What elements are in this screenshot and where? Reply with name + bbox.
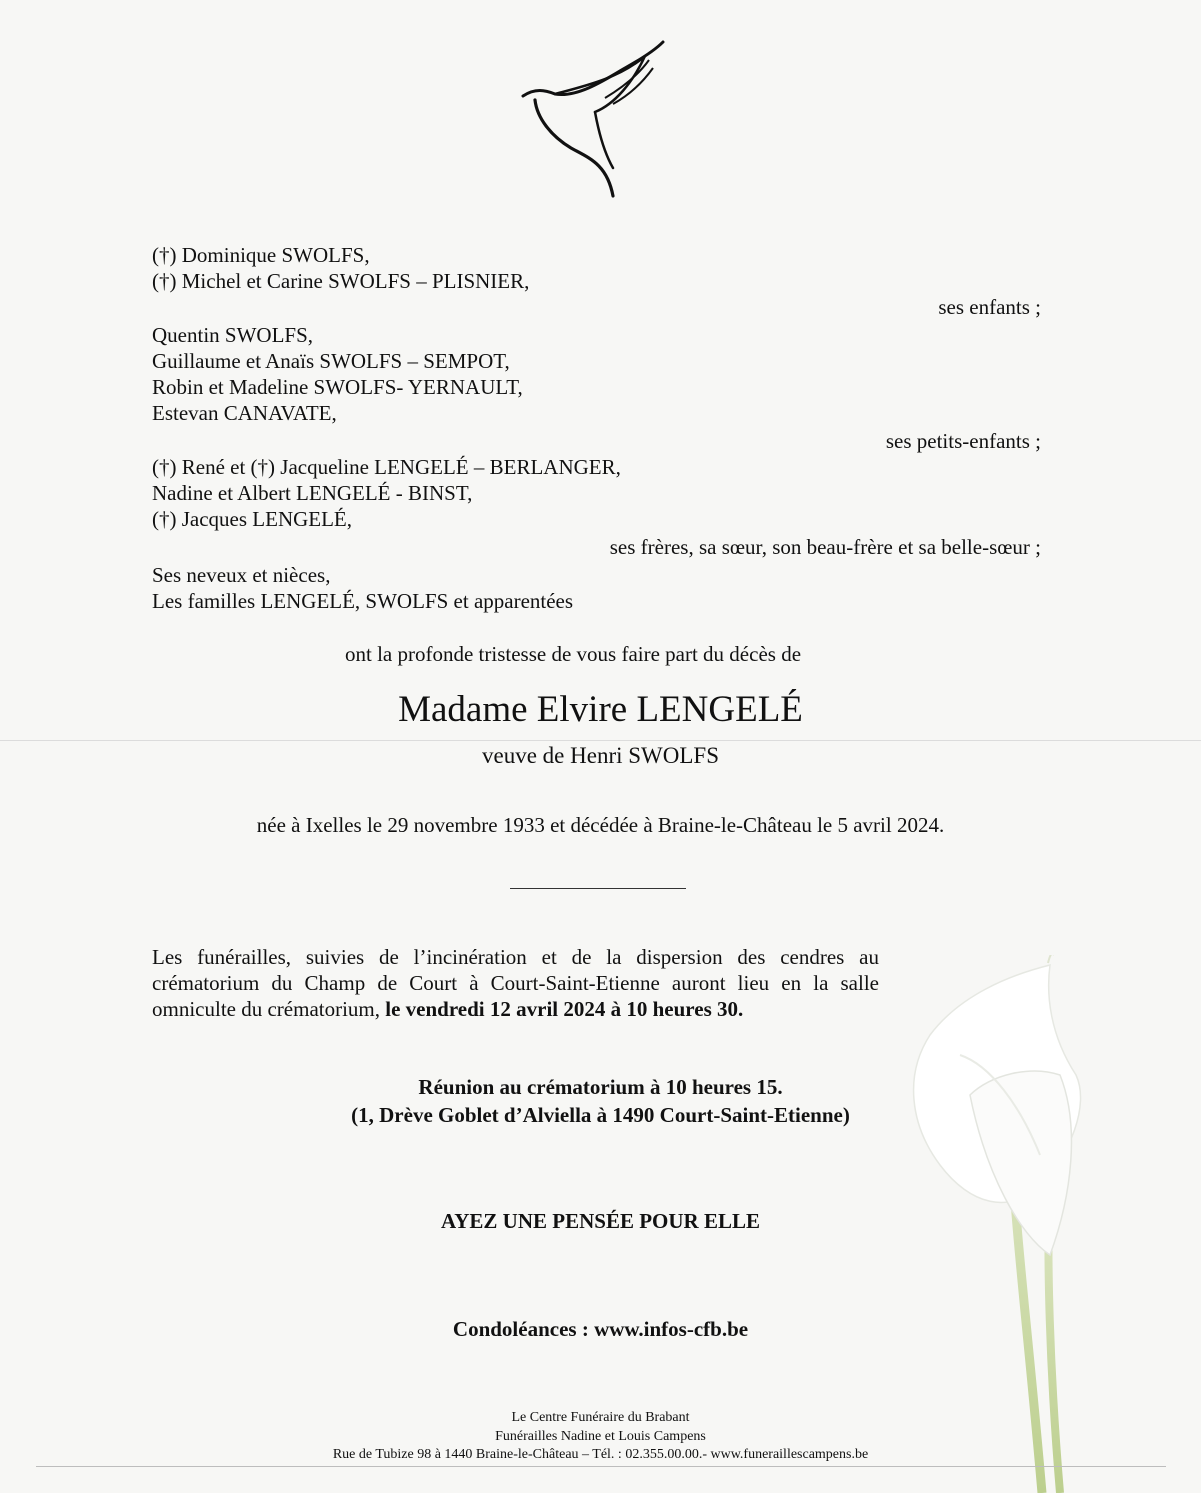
meeting-line: Réunion au crématorium à 10 heures 15. <box>418 1075 783 1099</box>
announcement-text: ont la profonde tristesse de vous faire part du décès de <box>345 642 802 666</box>
family-line: Guillaume et Anaïs SWOLFS – SEMPOT, <box>152 349 510 373</box>
family-line: Nadine et Albert LENGELÉ - BINST, <box>152 481 473 505</box>
footer-subtitle: Funérailles Nadine et Louis Campens <box>495 1429 706 1444</box>
meeting-address: (1, Drève Goblet d’Alviella à 1490 Court-Saint-Etienne) <box>351 1103 850 1127</box>
footer-company: Le Centre Funéraire du Brabant <box>511 1410 690 1425</box>
widow-line: veuve de Henri SWOLFS <box>482 743 719 768</box>
funeral-when: le vendredi 12 avril 2024 à 10 heures 30. <box>385 997 744 1021</box>
family-line: (†) Dominique SWOLFS, <box>152 243 370 267</box>
relation-label: ses enfants ; <box>938 295 1041 319</box>
family-line: Robin et Madeline SWOLFS- YERNAULT, <box>152 375 523 399</box>
separator <box>510 888 686 889</box>
family-line: (†) Michel et Carine SWOLFS – PLISNIER, <box>152 269 530 293</box>
relation-label: ses frères, sa sœur, son beau-frère et sa belle-sœur ; <box>609 535 1041 559</box>
bottom-rule <box>36 1466 1166 1467</box>
condolences-line: Condoléances : www.infos-cfb.be <box>452 1317 749 1341</box>
closing-line: AYEZ UNE PENSÉE POUR ELLE <box>441 1209 760 1233</box>
fold-line <box>0 740 1201 741</box>
funeral-paragraph <box>152 944 879 1022</box>
life-dates: née à Ixelles le 29 novembre 1933 et décédée à Braine-le-Château le 5 avril 2024. <box>256 813 945 837</box>
dove-icon <box>515 38 675 203</box>
footer-address: Rue de Tubize 98 à 1440 Braine-le-Château – Tél. : 02.355.00.00.- www.funeraillescampens.be <box>332 1447 869 1462</box>
family-line: Les familles LENGELÉ, SWOLFS et apparentées <box>152 589 574 613</box>
family-line: Estevan CANAVATE, <box>152 401 337 425</box>
family-line: Ses neveux et nièces, <box>152 563 331 587</box>
funeral-text: Les funérailles, suivies de l’incinération et de la dispersion des cendres au crématorium du Champ de Court à Court-Saint-Etienne auront lieu en la salle omniculte du crématorium, <box>152 945 879 1021</box>
family-line: Quentin SWOLFS, <box>152 323 314 347</box>
deceased-name: Madame Elvire LENGELÉ <box>398 689 803 730</box>
relation-label: ses petits-enfants ; <box>885 429 1041 453</box>
family-line: (†) René et (†) Jacqueline LENGELÉ – BERLANGER, <box>152 455 621 479</box>
family-line: (†) Jacques LENGELÉ, <box>152 507 353 531</box>
